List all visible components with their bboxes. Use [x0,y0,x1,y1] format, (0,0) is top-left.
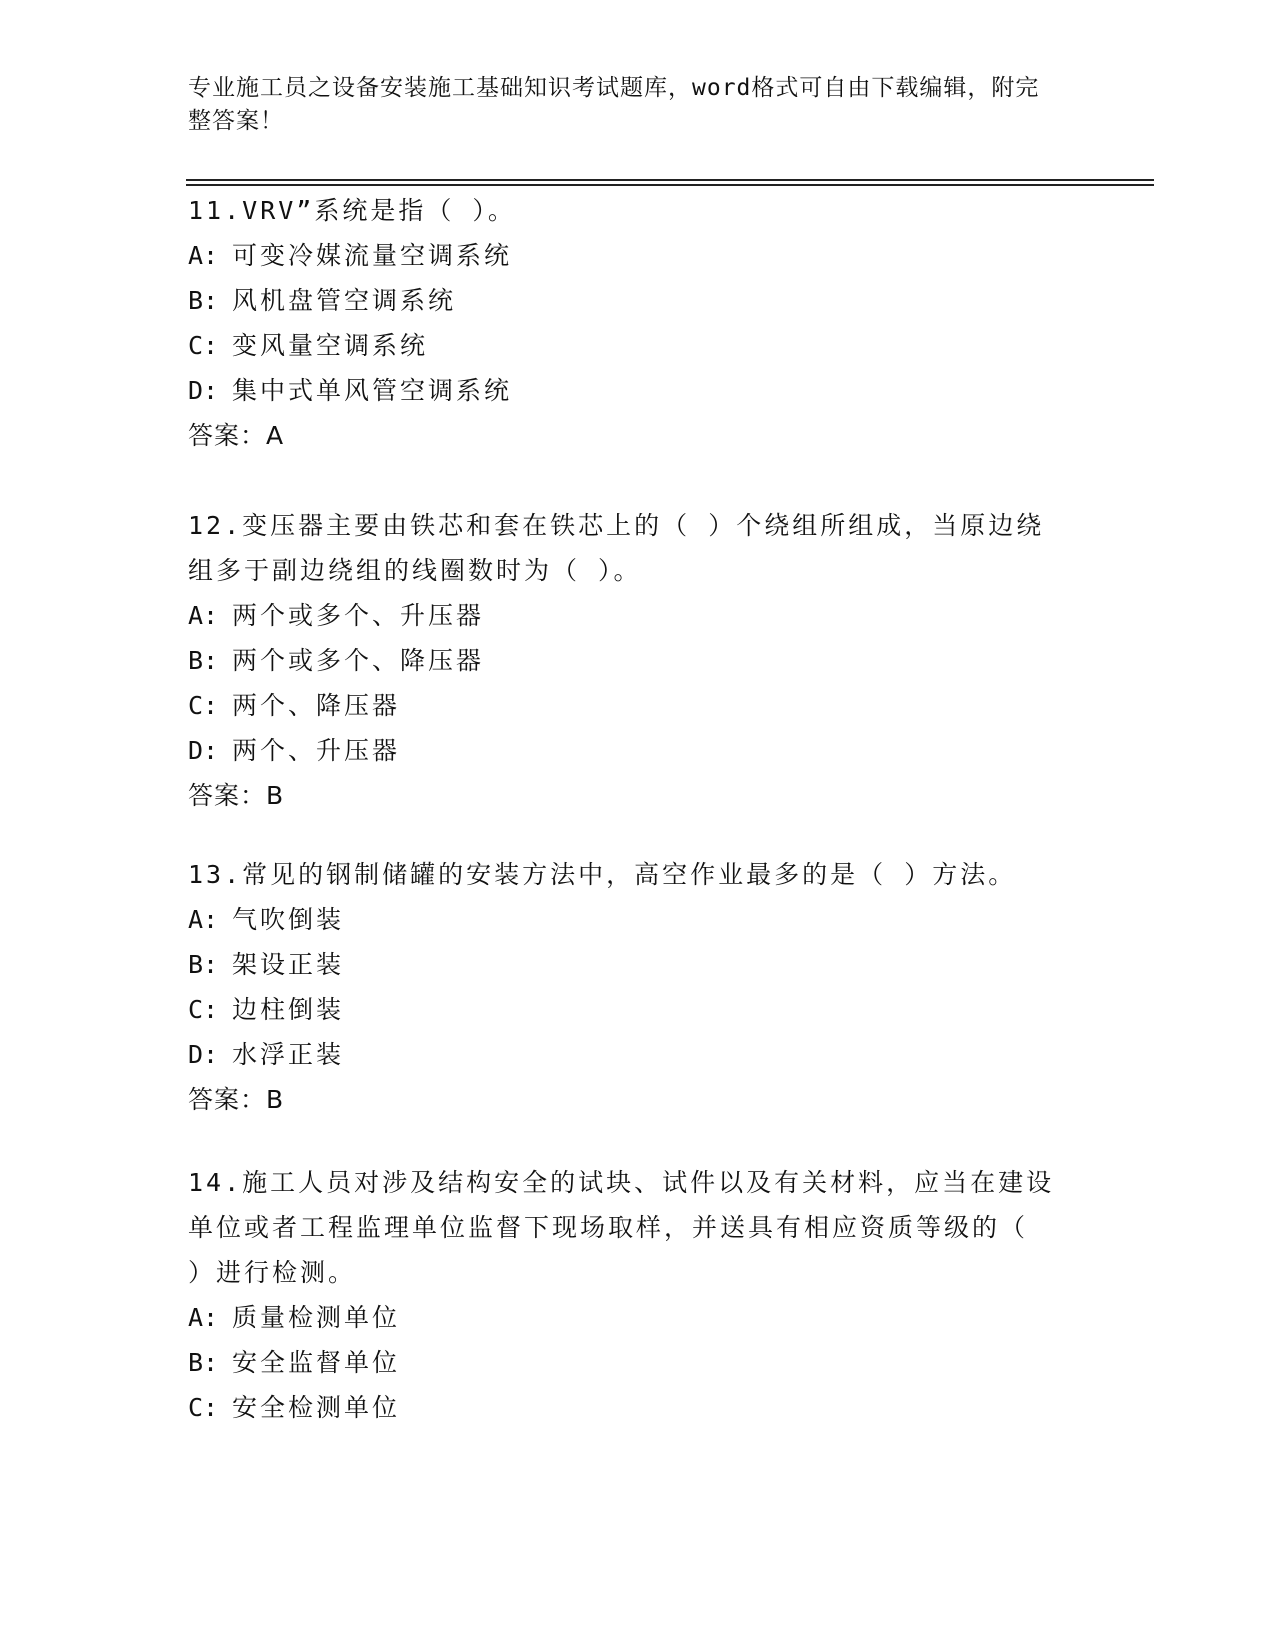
question-title-line-2: 单位或者工程监理单位监督下现场取样，并送具有相应资质等级的（ [188,1213,1029,1242]
question-title-line-1: 14.施工人员对涉及结构安全的试块、试件以及有关材料，应当在建设 [188,1168,1055,1197]
option-a [188,233,1088,278]
option-b [188,942,1088,987]
option-label: A: [188,1303,219,1332]
option-label: C: [188,1393,219,1422]
question-title-line-3: ）进行检测。 [188,1258,357,1287]
answer-line: 答案：B [188,1085,285,1114]
option-label: B: [188,286,219,315]
question-title-line-1: 12.变压器主要由铁芯和套在铁芯上的（ ）个绕组所组成，当原边绕 [188,511,1045,540]
question-13 [188,852,1088,1123]
question-title: 11.VRV”系统是指（ ）。 [188,196,516,225]
option-text: 集中式单风管空调系统 [232,376,513,405]
option-label: D: [188,376,219,405]
option-label: A: [188,905,219,934]
option-label: B: [188,646,219,675]
option-d [188,1032,1088,1077]
option-b [188,638,1088,683]
option-text: 两个、降压器 [232,691,401,720]
option-text: 架设正装 [232,950,345,979]
option-c [188,1385,1088,1430]
option-c [188,987,1088,1032]
option-d [188,368,1088,413]
option-text: 可变冷媒流量空调系统 [232,241,513,270]
option-a [188,593,1088,638]
answer-line: 答案：B [188,781,285,810]
option-text: 变风量空调系统 [232,331,429,360]
option-label: B: [188,950,219,979]
option-c [188,323,1088,368]
option-label: A: [188,241,219,270]
option-b [188,278,1088,323]
option-text: 两个或多个、升压器 [232,601,485,630]
document-header [188,72,1088,138]
option-label: A: [188,601,219,630]
option-label: D: [188,736,219,765]
option-text: 安全检测单位 [232,1393,401,1422]
option-text: 两个或多个、降压器 [232,646,485,675]
option-label: D: [188,1040,219,1069]
header-divider-top [186,179,1154,181]
option-label: C: [188,995,219,1024]
header-line-1: 专业施工员之设备安装施工基础知识考试题库，word格式可自由下载编辑，附完 [188,75,1040,101]
option-text: 气吹倒装 [232,905,345,934]
option-text: 风机盘管空调系统 [232,286,457,315]
question-title: 13.常见的钢制储罐的安装方法中，高空作业最多的是（ ）方法。 [188,860,1017,889]
question-11 [188,188,1088,459]
option-label: C: [188,331,219,360]
option-text: 质量检测单位 [232,1303,401,1332]
option-a [188,1295,1088,1340]
option-label: B: [188,1348,219,1377]
header-line-2: 整答案！ [188,108,284,134]
option-c [188,683,1088,728]
option-a [188,897,1088,942]
option-d [188,728,1088,773]
question-12 [188,503,1088,819]
option-b [188,1340,1088,1385]
question-14 [188,1160,1088,1430]
option-text: 边柱倒装 [232,995,345,1024]
header-divider-bottom [186,184,1154,186]
option-text: 安全监督单位 [232,1348,401,1377]
answer-line: 答案：A [188,421,285,450]
question-title-line-2: 组多于副边绕组的线圈数时为（ ）。 [188,556,642,585]
option-text: 两个、升压器 [232,736,401,765]
option-label: C: [188,691,219,720]
option-text: 水浮正装 [232,1040,345,1069]
